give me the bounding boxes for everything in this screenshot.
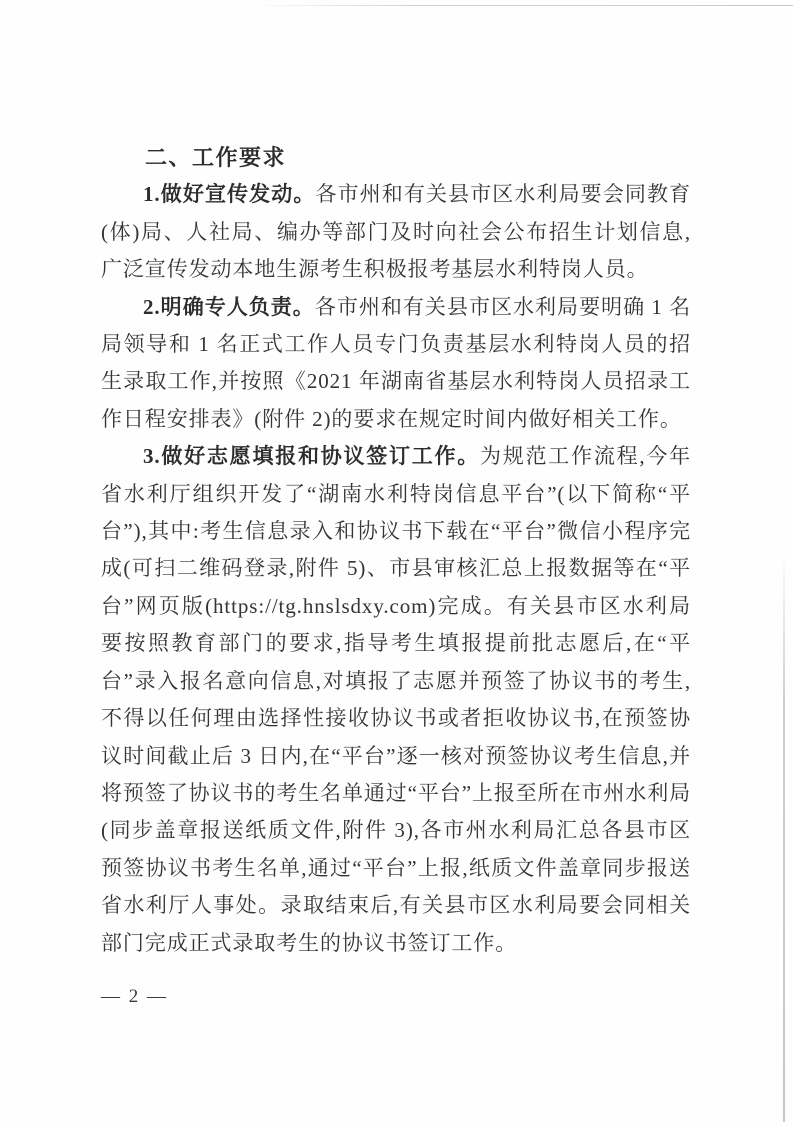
paragraph-1-body: 各市州和有关县市区水利局要会同教育(体)局、人社局、编办等部门及时向社会公布招生计划信息,广泛宣传发动本地生源考生积极报考基层水利特岗人员。 (101, 182, 691, 282)
paragraph-3-lead: 3.做好志愿填报和协议签订工作。 (143, 444, 481, 469)
paragraph-2-body: 各市州和有关县市区水利局要明确 1 名局领导和 1 名正式工作人员专门负责基层水利特岗人员的招生录取工作,并按照《2021 年湖南省基层水利特岗人员招录工作日程安排表》(附件 2)的要求在规定时间内做好相关工作。 (101, 294, 691, 431)
paragraph-3 (101, 438, 691, 962)
scan-edge-top-line (248, 5, 793, 6)
scan-edge-right-line (783, 550, 785, 1122)
paragraph-3-body: 为规范工作流程,今年省水利厅组织开发了“湖南水利特岗信息平台”(以下简称“平台”),其中:考生信息录入和协议书下载在“平台”微信小程序完成(可扫二维码登录,附件 5)、市县审核汇总上报数据等在“平台”网页版(https://tg.hnslsdxy.com)完成。有关县市区水利局要按照教育部门的要求,指导考生填报提前批志愿后,在“平台”录入报名意向信息,对填报了志愿并预签了协议书的考生,不得以任何理由选择性接收协议书或者拒收协议书,在预签协议时间截止后 3 日内,在“平台”逐一核对预签协议考生信息,并将预签了协议书的考生名单通过“平台”上报至所在市州水利局(同步盖章报送纸质文件,附件 3),各市州水利局汇总各县市区预签协议书考生名单,通过“平台”上报,纸质文件盖章同步报送省水利厅人事处。录取结束后,有关县市区水利局要会同相关部门完成正式录取考生的协议书签订工作。 (101, 444, 692, 955)
paragraph-2-lead: 2.明确专人负责。 (143, 294, 315, 319)
page-number: — 2 — (101, 986, 168, 1007)
document-content (101, 139, 691, 962)
paragraph-1-lead: 1.做好宣传发动。 (143, 182, 316, 207)
section-heading: 二、工作要求 (145, 145, 287, 170)
paragraph-1 (101, 176, 691, 288)
paragraph-2 (101, 289, 691, 439)
